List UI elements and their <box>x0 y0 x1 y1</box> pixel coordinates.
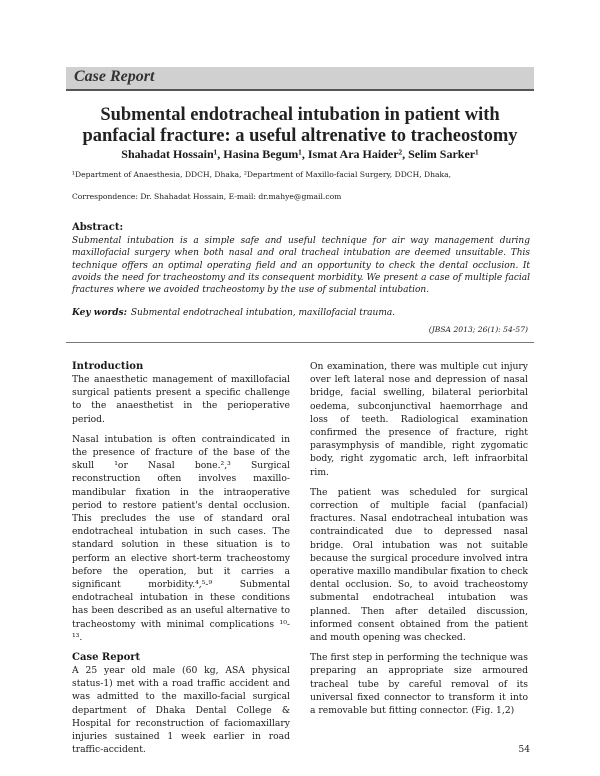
section-label: Case Report <box>74 68 155 85</box>
abstract-heading: Abstract: <box>72 222 124 233</box>
intro-heading: Introduction <box>72 361 144 372</box>
keywords-text: Submental endotracheal intubation, maxillofacial trauma. <box>130 308 396 318</box>
technique-paragraph: The first step in performing the technique was preparing an appropriate size armoured tracheal tube by careful removal of its universal fixed connector to transform it into a removable but fitting connector. (Fig. 1,2) <box>310 652 528 717</box>
intro-paragraph-1: The anaesthetic management of maxillofacial surgical patients present a specific challenge to the anaesthetist in the perioperative period. <box>72 374 290 425</box>
section-divider <box>66 342 534 343</box>
right-column <box>310 360 528 724</box>
affiliations: ¹Department of Anaesthesia, DDCH, Dhaka, ²Department of Maxillo-facial Surgery, DDCH, Dhaka, <box>72 170 452 179</box>
author-list: Shahadat Hossain¹, Hasina Begum¹, Ismat Ara Haider², Selim Sarker¹ <box>121 147 479 161</box>
examination-paragraph: On examination, there was multiple cut injury over left lateral nose and depression of nasal bridge, facial swelling, bilateral periorbital oedema, subconjunctival haemorrhage and loss of teeth. Radiological examination confirmed the presence of fracture, right parasymphysis of mandible, right zygomatic body, right zygomatic arch, left infraorbital rim. <box>310 361 528 478</box>
abstract-text: Submental intubation is a simple safe and useful technique for air way management during maxillofacial surgery when both nasal and oral tracheal intubation are deemed unsuitable. This technique offers an optimal operating field and an opportunity to check the dental occlusion. It avoids the need for tracheostomy and its consequent morbidity. We present a case of multiple facial fractures where we avoided tracheostomy by the use of submental intubation. <box>72 236 530 296</box>
keywords <box>72 308 530 318</box>
page-number: 54 <box>518 745 530 755</box>
correspondence: Correspondence: Dr. Shahadat Hossain, E-mail: dr.mahye@gmail.com <box>72 192 342 201</box>
keywords-label: Key words: <box>72 308 127 318</box>
intro-paragraph-2: Nasal intubation is often contraindicated in the presence of fracture of the base of the skull ¹or Nasal bone.²,³ Surgical reconstruction often involves maxillo-mandibular fixation in the intraoperative period to restore patient's dental occlusion. This precludes the use of standard oral endotracheal intubation in such cases. The standard solution in these situation is to perform an elective short-term tracheostomy before the operation, but it carries a significant morbidity.⁴,⁵-⁹ Submental endotracheal intubation in these conditions has been described as an useful alternative to tracheostomy with minimal complications ¹⁰-¹³. <box>72 433 290 643</box>
left-column <box>72 360 290 763</box>
case-report-heading: Case Report <box>72 652 141 664</box>
section-banner <box>66 67 534 91</box>
case-paragraph-1: A 25 year old male (60 kg, ASA physical status-1) met with a road traffic accident and was admitted to the maxillo-facial surgical department of Dhaka Dental College & Hospital for reconstruction of faciomaxillary injuries sustained 1 week earlier in road traffic-accident. <box>72 665 290 756</box>
schedule-paragraph: The patient was scheduled for surgical correction of multiple facial (panfacial) fractures. Nasal endotracheal intubation was contraindicated due to depressed nasal bridge. Oral intubation was not suitable because the surgical procedure involved intra operative maxillo mandibular fixation to check dental occlusion. So, to avoid tracheostomy submental endotracheal intubation was planned. Then after detailed discussion, informed consent obtained from the patient and mouth opening was checked. <box>310 486 528 644</box>
article-title: Submental endotracheal intubation in patient with panfacial fracture: a useful altrenative to tracheostomy <box>82 105 518 146</box>
citation: (JBSA 2013; 26(1): 54-57) <box>428 325 528 334</box>
